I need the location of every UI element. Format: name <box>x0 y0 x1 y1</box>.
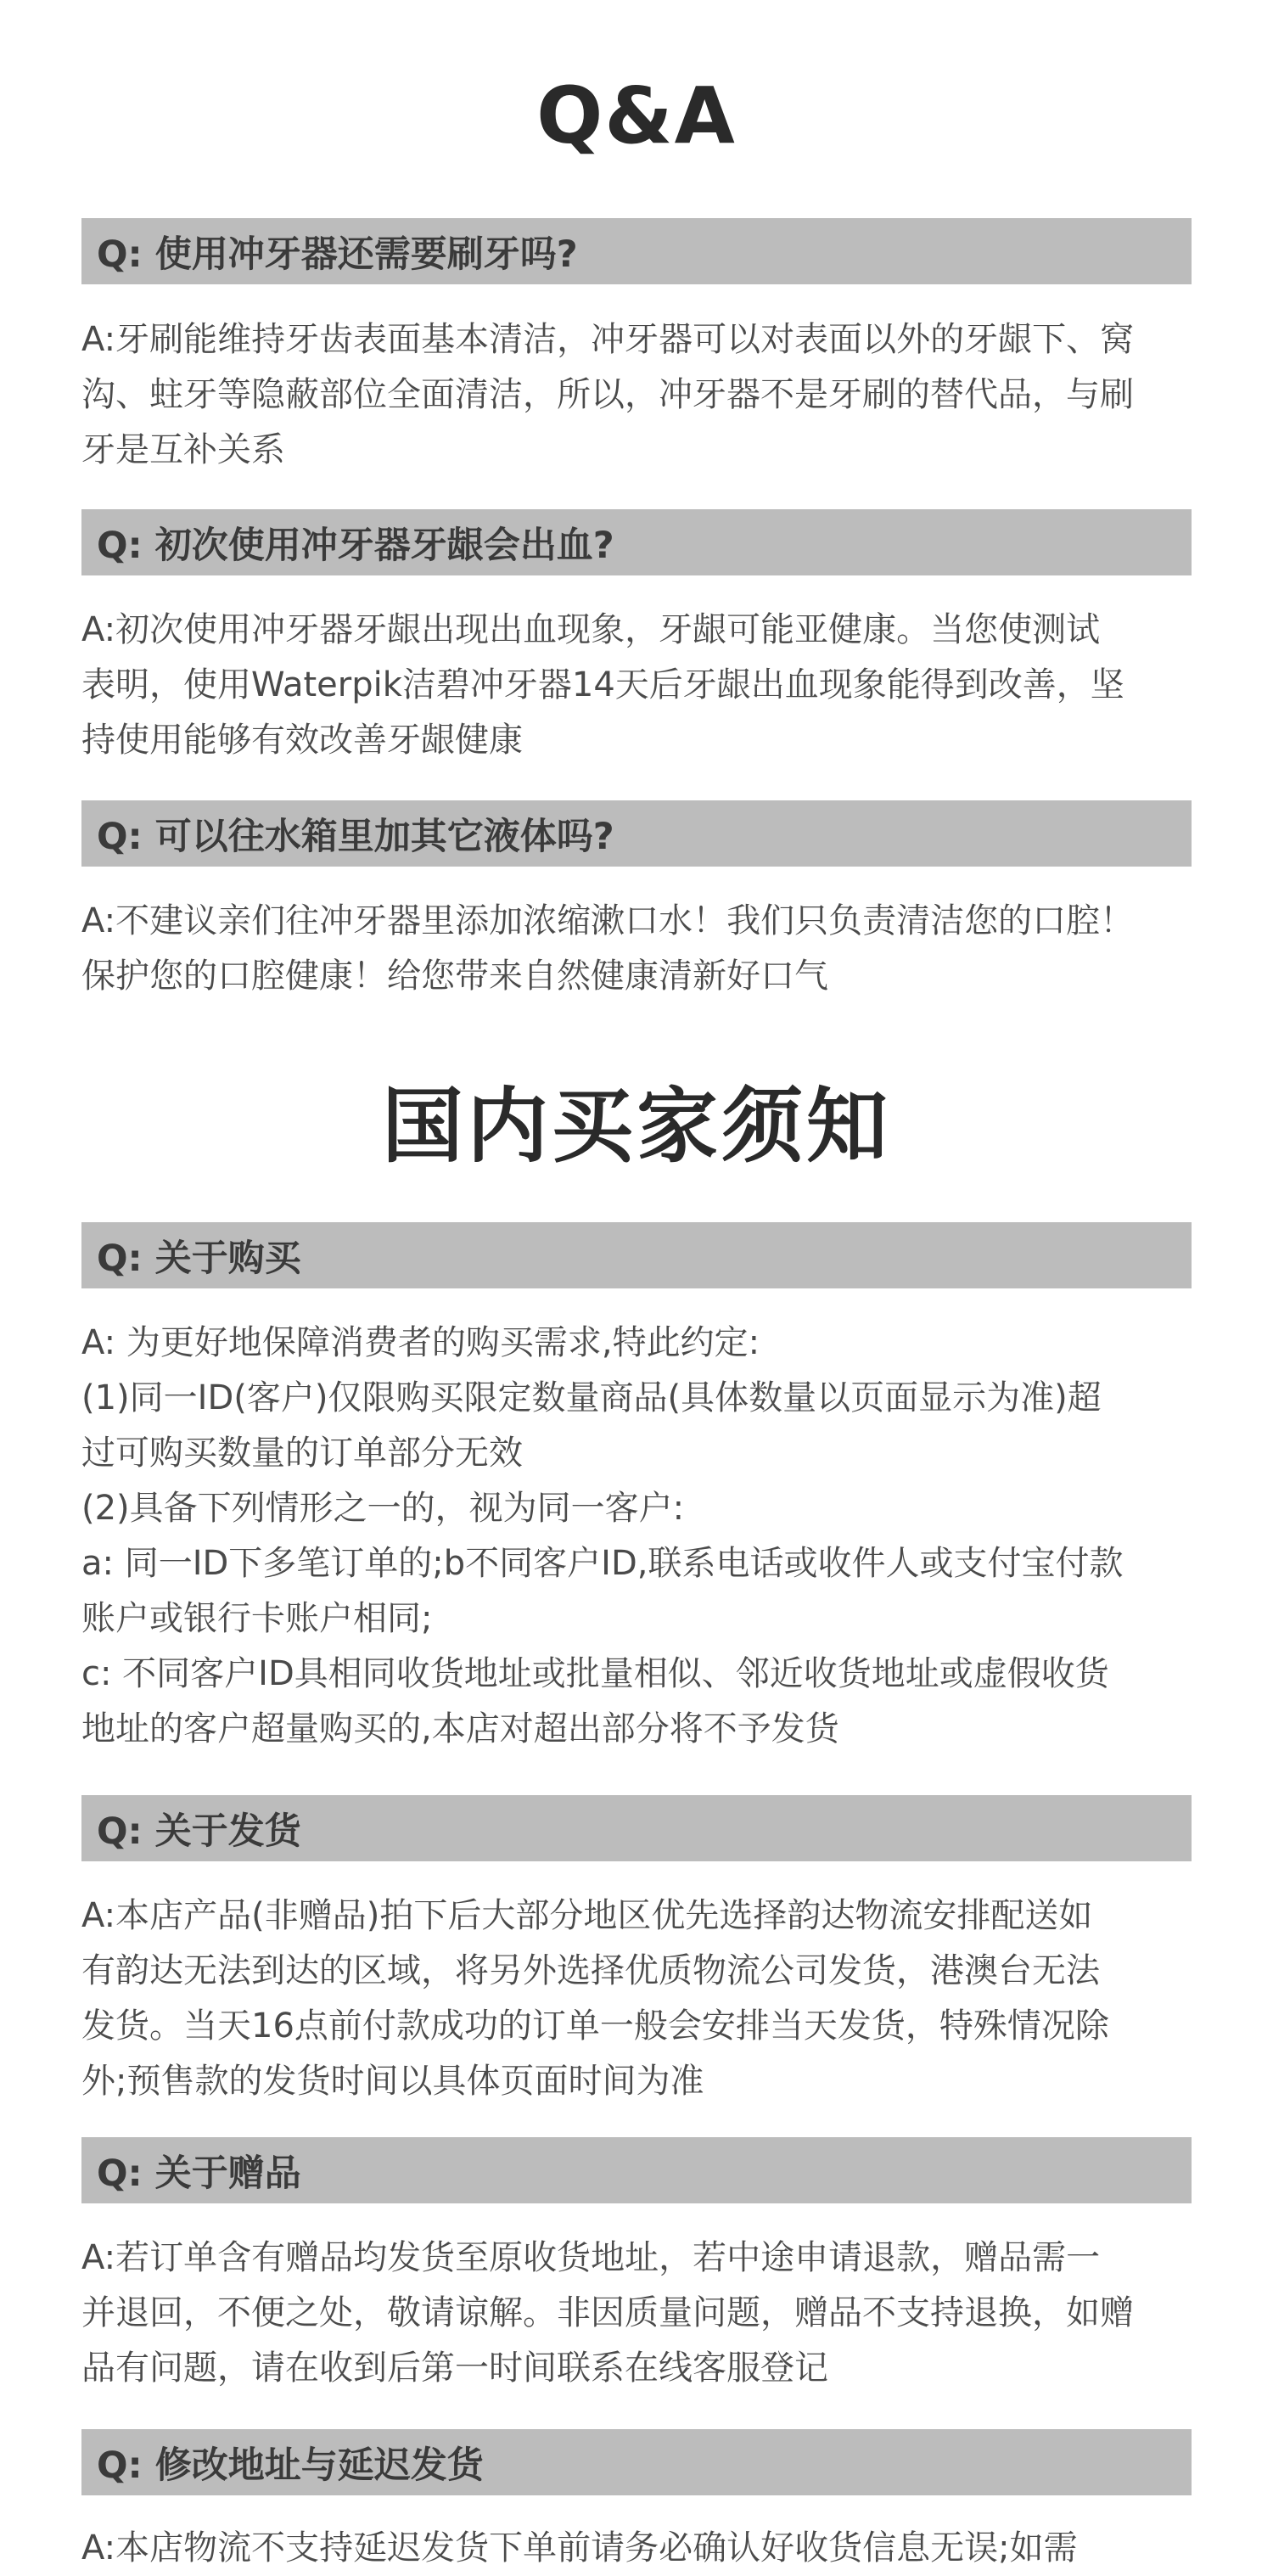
answer-line: 外;预售款的发货时间以具体页面时间为准 <box>81 2062 704 2101</box>
answer-line: 持使用能够有效改善牙龈健康 <box>81 721 523 760</box>
answer-text <box>81 2521 1192 2576</box>
answer-line: 过可购买数量的订单部分无效 <box>81 1434 523 1473</box>
answer-line: 牙是互补关系 <box>81 430 285 469</box>
answer-line: A: 为更好地保障消费者的购买需求,特此约定: <box>81 1323 760 1362</box>
answer-line: 并退回，不便之处，敬请谅解。非因质量问题，赠品不支持退换，如赠 <box>81 2293 1134 2332</box>
question-text: Q: 修改地址与延迟发货 <box>97 2444 484 2487</box>
question-bar <box>81 2429 1192 2495</box>
answer-line: 沟、蛀牙等隐蔽部位全面清洁，所以，冲牙器不是牙刷的替代品，与刷 <box>81 375 1134 414</box>
question-bar <box>81 800 1192 867</box>
answer-text <box>81 1889 1192 2109</box>
answer-text <box>81 312 1192 478</box>
answer-line: (1)同一ID(客户)仅限购买限定数量商品(具体数量以页面显示为准)超 <box>81 1378 1102 1417</box>
answer-line: A:本店产品(非赠品)拍下后大部分地区优先选择韵达物流安排配送如 <box>81 1896 1093 1935</box>
answer-text <box>81 1316 1192 1757</box>
answer-line: A:若订单含有赠品均发货至原收货地址，若中途申请退款，赠品需一 <box>81 2238 1101 2277</box>
answer-line: 表明，使用Waterpik洁碧冲牙器14天后牙龈出血现象能得到改善，坚 <box>81 665 1124 704</box>
question-text: Q: 初次使用冲牙器牙龈会出血? <box>97 524 614 567</box>
answer-line: c: 不同客户ID具相同收货地址或批量相似、邻近收货地址或虚假收货 <box>81 1654 1109 1693</box>
answer-line: A:牙刷能维持牙齿表面基本清洁，冲牙器可以对表面以外的牙龈下、窝 <box>81 320 1135 359</box>
answer-line: (2)具备下列情形之一的，视为同一客户: <box>81 1489 685 1528</box>
question-text: Q: 关于赠品 <box>97 2152 301 2195</box>
question-bar <box>81 2137 1192 2203</box>
question-text: Q: 可以往水箱里加其它液体吗? <box>97 815 614 858</box>
question-bar <box>81 509 1192 575</box>
question-text: Q: 关于发货 <box>97 1810 301 1853</box>
answer-line: 品有问题，请在收到后第一时间联系在线客服登记 <box>81 2349 828 2388</box>
answer-line: A:本店物流不支持延迟发货下单前请务必确认好收货信息无误;如需 <box>81 2528 1078 2568</box>
answer-line: A:不建议亲们往冲牙器里添加浓缩漱口水！我们只负责清洁您的口腔！ <box>81 901 1135 940</box>
buyer-notice-title: 国内买家须知 <box>382 1079 891 1174</box>
answer-text <box>81 894 1192 1004</box>
question-text: Q: 关于购买 <box>97 1237 301 1280</box>
question-bar <box>81 1795 1192 1861</box>
question-bar <box>81 1222 1192 1288</box>
answer-line: a: 同一ID下多笔订单的;b不同客户ID,联系电话或收件人或支付宝付款 <box>81 1544 1124 1583</box>
question-text: Q: 使用冲牙器还需要刷牙吗? <box>97 233 578 276</box>
question-bar <box>81 218 1192 284</box>
answer-text <box>81 2231 1192 2396</box>
answer-line: 发货。当天16点前付款成功的订单一般会安排当天发货，特殊情况除 <box>81 2006 1109 2046</box>
answer-text <box>81 603 1192 768</box>
answer-line: A:初次使用冲牙器牙龈出现出血现象，牙龈可能亚健康。当您使测试 <box>81 610 1101 649</box>
answer-line: 账户或银行卡账户相同; <box>81 1599 433 1638</box>
answer-line: 地址的客户超量购买的,本店对超出部分将不予发货 <box>81 1709 839 1748</box>
qa-section-title: Q&A <box>536 70 737 161</box>
answer-line: 有韵达无法到达的区域，将另外选择优质物流公司发货，港澳台无法 <box>81 1951 1100 1990</box>
answer-line: 保护您的口腔健康！给您带来自然健康清新好口气 <box>81 957 828 996</box>
